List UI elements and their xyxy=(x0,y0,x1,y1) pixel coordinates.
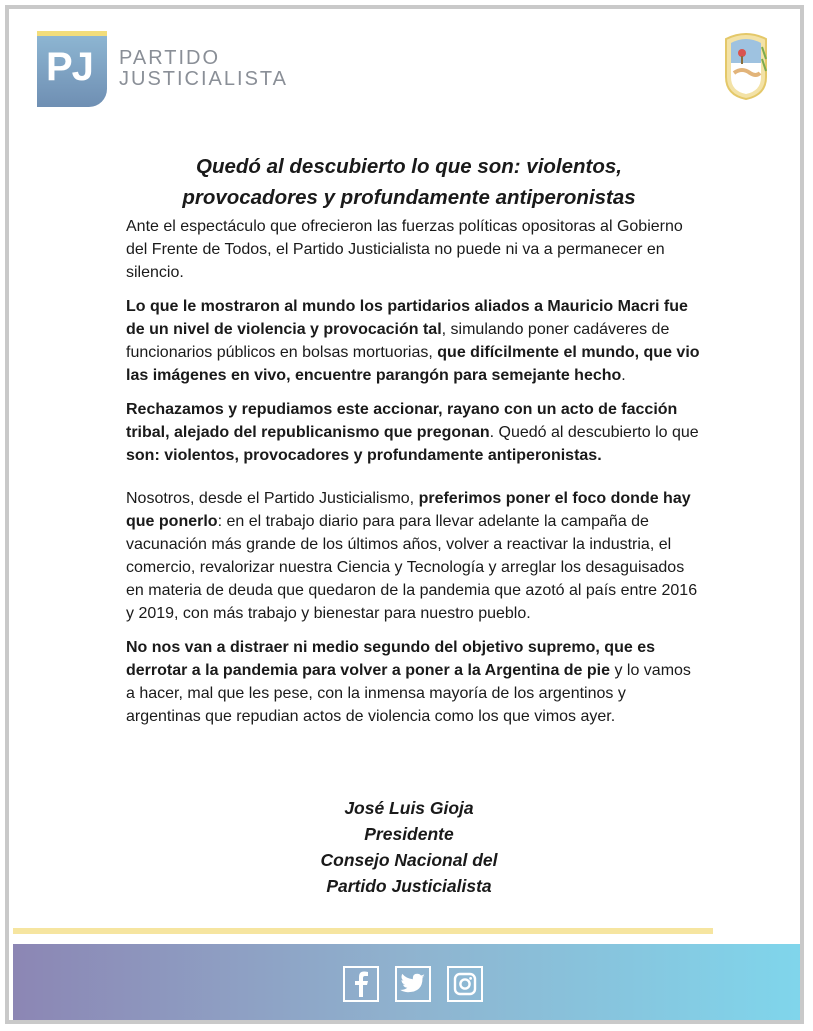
peronist-shield-icon xyxy=(720,29,772,101)
twitter-icon[interactable] xyxy=(395,966,431,1002)
title-line-1: Quedó al descubierto lo que son: violentos, xyxy=(196,155,622,178)
paragraph-4-bold-1: preferimos poner el foco donde hay que ponerlo xyxy=(126,490,691,530)
paragraph-2-bold-1: Lo que le mostraron al mundo los partidarios aliados a Mauricio Macri fue de un nivel de violencia y provocación tal xyxy=(126,298,688,338)
signature-block xyxy=(209,795,609,899)
title-line-2: provocadores y profundamente antiperonistas xyxy=(182,186,636,209)
paragraph-3-bold-1: Rechazamos y repudiamos este accionar, rayano con un acto de facción tribal, alejado del republicanismo que pregonan xyxy=(126,401,678,441)
paragraph-3-bold-2: son: violentos, provocadores y profundamente antiperonistas. xyxy=(126,447,602,464)
footer-band xyxy=(13,944,804,1024)
facebook-icon[interactable] xyxy=(343,966,379,1002)
footer-accent-bar xyxy=(13,928,713,934)
paragraph-1-text: Ante el espectáculo que ofrecieron las fuerzas políticas opositoras al Gobierno del Frente de Todos, el Partido Justicialista no puede ni va a permanecer en silencio. xyxy=(126,218,683,281)
paragraph-4-text-1: Nosotros, desde el Partido Justicialismo, xyxy=(126,490,419,507)
paragraph-4 xyxy=(126,487,704,625)
paragraph-5-bold-1: No nos van a distraer ni medio segundo del objetivo supremo, que es derrotar a la pandemia para volver a poner a la Argentina de pie xyxy=(126,639,655,679)
paragraph-4-text-2: : en el trabajo diario para para llevar adelante la campaña de vacunación más grande de los últimos años, volver a reactivar la industria, el comercio, revalorizar nuestra Ciencia y Tecnología y arreglar los desaguisados en materia de deuda que quedaron de la pandemia que azotó al país entre 2016 y 2019, con más trabajo y bienestar para nuestro pueblo. xyxy=(126,513,698,622)
paragraph-2-text-1: , simulando poner cadáveres de funcionarios públicos en bolsas mortuorias, xyxy=(126,321,670,361)
logo-line-1: PARTIDO xyxy=(119,47,221,69)
signature-name: José Luis Gioja xyxy=(344,798,474,818)
pj-logo-badge xyxy=(37,31,107,107)
paragraph-2-bold-2: que difícilmente el mundo, que vio las imágenes en vivo, encuentre parangón para semejante hecho xyxy=(126,344,700,384)
paragraph-5-text-1: y lo vamos a hacer, mal que les pese, con la inmensa mayoría de los argentinos y argentinas que repudian actos de violencia como los que vimos ayer. xyxy=(126,662,691,725)
statement-body xyxy=(126,215,704,739)
document-frame xyxy=(5,5,804,1024)
paragraph-2 xyxy=(126,295,704,387)
pj-logo-text xyxy=(119,48,288,90)
page-title xyxy=(129,151,689,213)
signature-org-1: Consejo Nacional del xyxy=(320,850,498,870)
pj-logo xyxy=(37,31,288,107)
signature-role: Presidente xyxy=(364,824,454,844)
paragraph-5 xyxy=(126,636,704,728)
paragraph-3 xyxy=(126,398,704,467)
instagram-icon[interactable] xyxy=(447,966,483,1002)
paragraph-2-text-2: . xyxy=(621,367,626,384)
paragraph-3-text-1: . Quedó al descubierto lo que xyxy=(489,424,699,441)
paragraph-1 xyxy=(126,215,704,284)
pj-logo-initials: PJ xyxy=(46,45,93,89)
signature-org-2: Partido Justicialista xyxy=(326,876,492,896)
logo-line-2: JUSTICIALISTA xyxy=(119,68,288,90)
